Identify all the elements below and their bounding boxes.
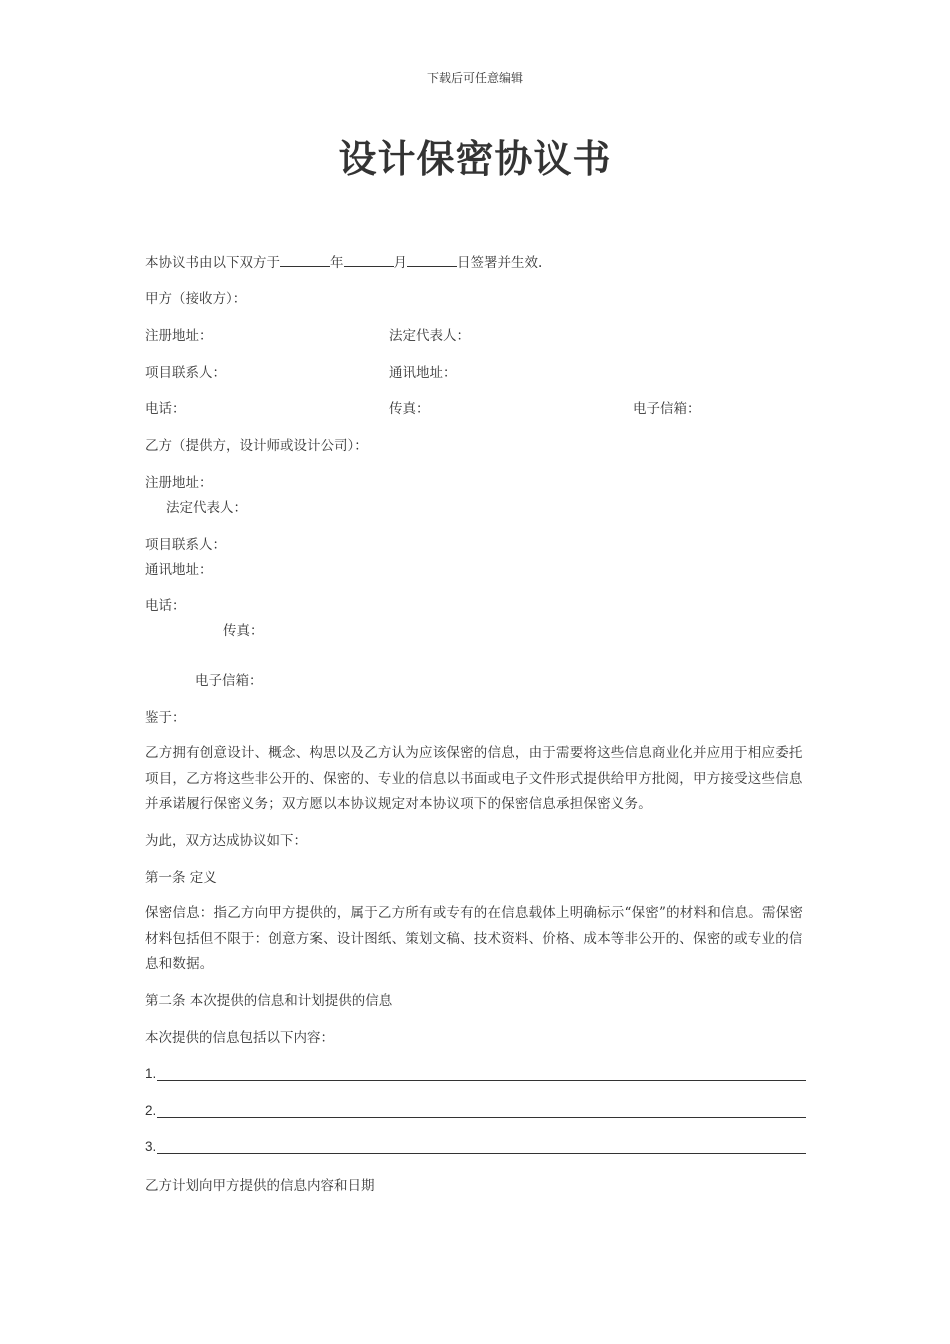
party-a-fax: 传真： [389,401,430,417]
intro-line [145,253,542,272]
party-b-fax: 传真： [223,623,264,639]
article-1-paragraph: 保密信息：指乙方向甲方提供的，属于乙方所有或专有的在信息载体上明确标示“保密”的材料和信息。需保密材料包括但不限于：创意方案、设计图纸、策划文稿、技术资料、价格、成本等非公开的、保密的或专业的信息和数据。 [145,905,804,972]
party-b-phone: 电话： [145,598,186,614]
party-a-heading: 甲方（接收方）： [145,291,247,307]
party-b-mail-address: 通讯地址： [145,562,213,578]
item-2-blank-line[interactable] [157,1117,806,1118]
party-b-heading: 乙方（提供方，设计师或设计公司）： [145,438,368,454]
party-b-email: 电子信箱： [195,673,263,689]
party-a-contact: 项目联系人： [145,365,226,381]
header-note: 下载后可任意编辑 [426,71,523,85]
whereas-paragraph: 乙方拥有创意设计、概念、构思以及乙方认为应该保密的信息，由于需要将这些信息商业化并应用于相应委托项目，乙方将这些非公开的、保密的、专业的信息以书面或电子文件形式提供给甲方批阅，甲方接受这些信息并承诺履行保密义务；双方愿以本协议规定对本协议项下的保密信息承担保密义务。 [145,745,803,812]
item-3-number: 3. [145,1139,157,1154]
party-a-mail-address: 通讯地址： [389,365,457,381]
day-label: 日签署并生效. [457,255,543,271]
party-a-email: 电子信箱： [633,401,701,417]
item-1-number: 1. [145,1066,157,1081]
party-b-contact: 项目联系人： [145,537,226,553]
item-3-blank-line[interactable] [157,1153,806,1154]
article-2-intro: 本次提供的信息包括以下内容： [145,1030,334,1046]
day-blank[interactable] [407,253,457,267]
party-a-phone: 电话： [145,401,186,417]
plan-text: 乙方计划向甲方提供的信息内容和日期 [145,1178,375,1194]
party-b-reg-address: 注册地址： [145,475,213,491]
whereas-label: 鉴于： [145,710,186,726]
year-blank[interactable] [280,253,330,267]
document-title: 设计保密协议书 [338,136,612,181]
month-label: 月 [393,255,407,271]
intro-text: 本协议书由以下双方于 [145,255,280,271]
year-label: 年 [330,255,344,271]
month-blank[interactable] [344,253,394,267]
item-1-blank-line[interactable] [157,1080,806,1081]
article-2-title: 第二条 本次提供的信息和计划提供的信息 [145,993,393,1009]
agreement-intro: 为此，双方达成协议如下： [145,833,307,849]
item-2-number: 2. [145,1103,157,1118]
party-b-legal-rep: 法定代表人： [166,500,247,516]
article-1-title: 第一条 定义 [145,870,217,886]
party-a-legal-rep: 法定代表人： [389,328,470,344]
party-a-reg-address: 注册地址： [145,328,213,344]
